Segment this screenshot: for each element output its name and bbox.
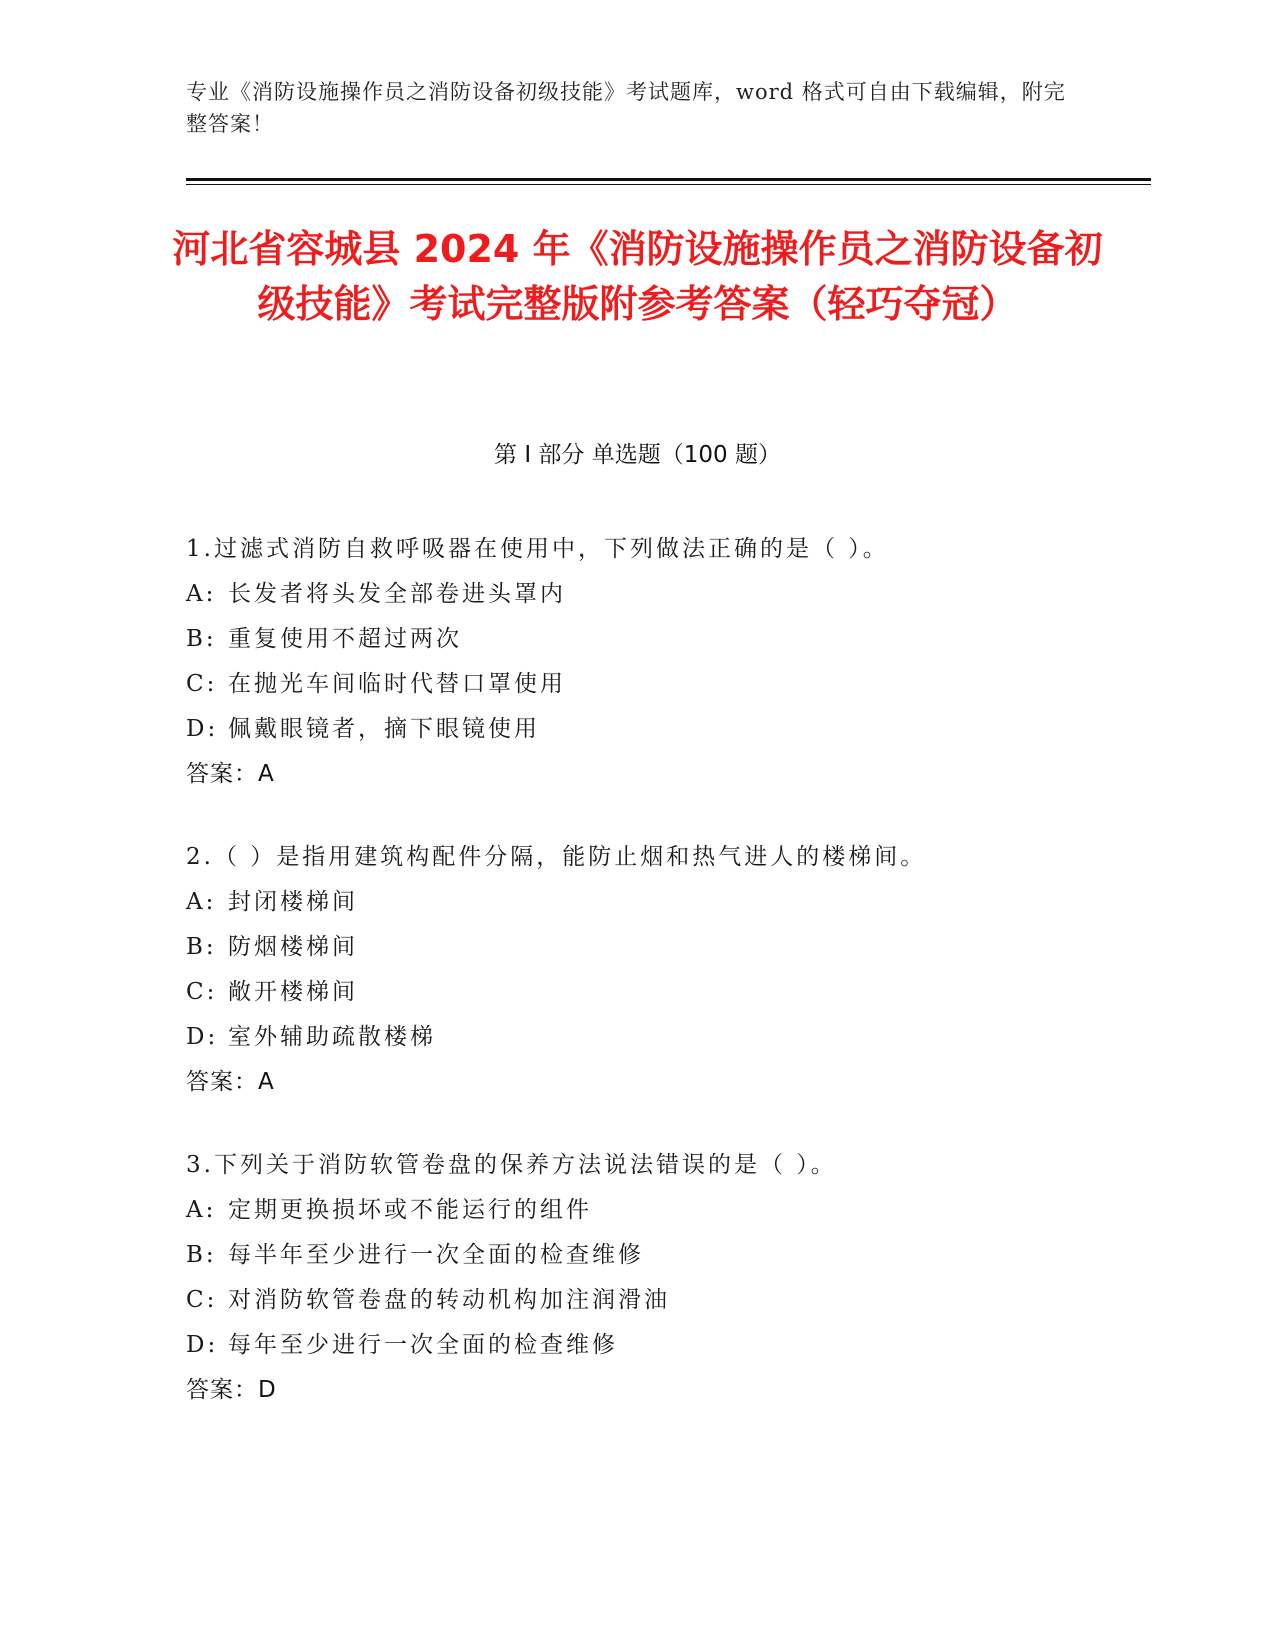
option-key: C:: [186, 671, 218, 697]
option-text: 防烟楼梯间: [228, 934, 358, 960]
option-key: B:: [186, 1242, 217, 1268]
option-key: A:: [186, 889, 217, 915]
question-stem: 1.过滤式消防自救呼吸器在使用中，下列做法正确的是（ ）。: [186, 536, 889, 562]
option-text: 每年至少进行一次全面的检查维修: [228, 1332, 618, 1358]
option-text: 长发者将头发全部卷进头罩内: [228, 581, 566, 607]
option-key: D:: [186, 1332, 219, 1358]
option-d: [186, 707, 1146, 752]
option-text: 每半年至少进行一次全面的检查维修: [228, 1242, 644, 1268]
option-key: B:: [186, 626, 217, 652]
option-key: A:: [186, 1197, 217, 1223]
option-c: [186, 1278, 1146, 1323]
option-a: [186, 880, 1146, 925]
option-text: 封闭楼梯间: [228, 889, 358, 915]
answer: 答案：D: [186, 1377, 277, 1403]
option-text: 在抛光车间临时代替口罩使用: [228, 671, 566, 697]
option-key: C:: [186, 979, 218, 1005]
header-divider-thick: [186, 178, 1151, 181]
option-b: [186, 617, 1146, 662]
option-d: [186, 1015, 1146, 1060]
option-key: A:: [186, 581, 217, 607]
answer: 答案：A: [186, 1069, 275, 1095]
question-stem: 3.下列关于消防软管卷盘的保养方法说法错误的是（ ）。: [186, 1152, 837, 1178]
answer: 答案：A: [186, 761, 275, 787]
question-list: [186, 527, 1146, 1451]
option-b: [186, 925, 1146, 970]
option-text: 室外辅助疏散楼梯: [228, 1024, 436, 1050]
option-text: 对消防软管卷盘的转动机构加注润滑油: [228, 1287, 670, 1313]
question-stem: 2.（ ）是指用建筑构配件分隔，能防止烟和热气进人的楼梯间。: [186, 844, 927, 870]
option-a: [186, 1188, 1146, 1233]
option-a: [186, 572, 1146, 617]
option-key: C:: [186, 1287, 218, 1313]
question-3: [186, 1143, 1146, 1413]
option-key: D:: [186, 1024, 219, 1050]
option-key: D:: [186, 716, 219, 742]
option-text: 重复使用不超过两次: [228, 626, 462, 652]
question-2: [186, 835, 1146, 1105]
header-note: 专业《消防设施操作员之消防设备初级技能》考试题库，word 格式可自由下载编辑，附完整答案！: [186, 80, 1066, 136]
header-divider-thin: [186, 184, 1151, 185]
option-d: [186, 1323, 1146, 1368]
option-b: [186, 1233, 1146, 1278]
option-key: B:: [186, 934, 217, 960]
document-title: 河北省容城县 2024 年《消防设施操作员之消防设备初级技能》考试完整版附参考答案（轻巧夺冠）: [172, 227, 1103, 326]
option-c: [186, 662, 1146, 707]
option-text: 定期更换损坏或不能运行的组件: [228, 1197, 592, 1223]
question-1: [186, 527, 1146, 797]
option-text: 佩戴眼镜者，摘下眼镜使用: [228, 716, 540, 742]
option-text: 敞开楼梯间: [228, 979, 358, 1005]
section-title: 第 I 部分 单选题（100 题）: [494, 442, 781, 468]
option-c: [186, 970, 1146, 1015]
